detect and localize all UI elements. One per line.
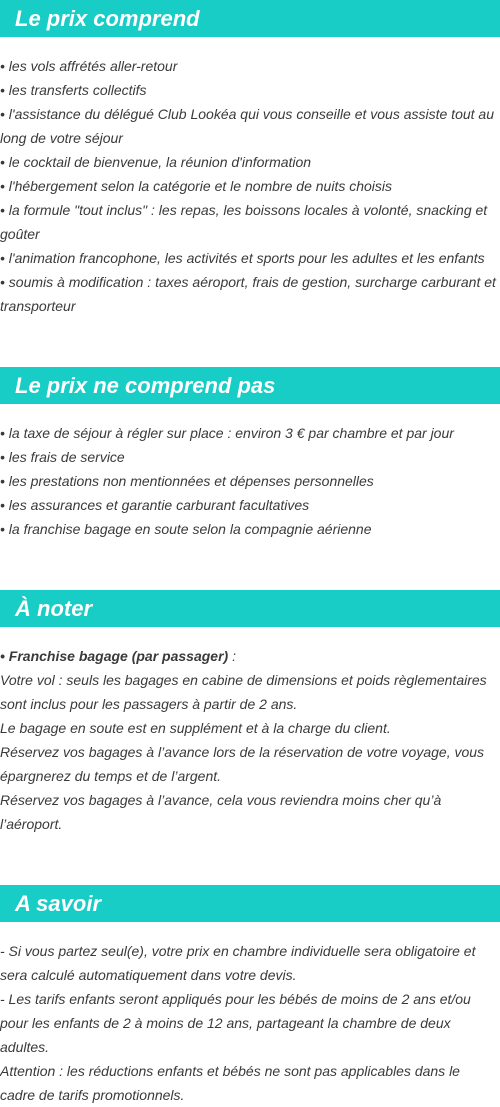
list-item: • les assurances et garantie carburant facultatives bbox=[0, 497, 310, 513]
section-not-included bbox=[0, 367, 500, 541]
list-item: • le cocktail de bienvenue, la réunion d'information bbox=[0, 154, 312, 170]
list-item bbox=[0, 644, 498, 668]
list-item: • les prestations non mentionnées et dépenses personnelles bbox=[0, 473, 374, 489]
paragraph: - Si vous partez seul(e), votre prix en chambre individuelle sera obligatoire et sera calculé automatiquement dans votre devis. bbox=[0, 943, 476, 983]
list-item: • les transferts collectifs bbox=[0, 82, 147, 98]
section-title: A savoir bbox=[0, 885, 500, 922]
list-item: • l'assistance du délégué Club Lookéa qui vous conseille et vous assiste tout au long de votre séjour bbox=[0, 106, 494, 146]
list-item: • la formule "tout inclus" : les repas, les boissons locales à volonté, snacking et goûter bbox=[0, 202, 488, 242]
section-content bbox=[0, 644, 500, 836]
bold-lead: • Franchise bagage (par passager) bbox=[0, 648, 229, 664]
section-content bbox=[0, 54, 500, 318]
section-title: À noter bbox=[0, 590, 500, 627]
list-item: • l'hébergement selon la catégorie et le nombre de nuits choisis bbox=[0, 178, 393, 194]
list-item: • les vols affrétés aller-retour bbox=[0, 58, 178, 74]
paragraph: Attention : les réductions enfants et bébés ne sont pas applicables dans le cadre de tarifs promotionnels. bbox=[0, 1063, 460, 1103]
section-content bbox=[0, 421, 500, 541]
paragraph: Le bagage en soute est en supplément et à la charge du client. bbox=[0, 720, 391, 736]
section-notes bbox=[0, 590, 500, 836]
paragraph: Réservez vos bagages à l’avance, cela vous reviendra moins cher qu’à l’aéroport. bbox=[0, 792, 442, 832]
section-title: Le prix ne comprend pas bbox=[0, 367, 500, 404]
paragraph: - Les tarifs enfants seront appliqués pour les bébés de moins de 2 ans et/ou pour les enfants de 2 à moins de 12 ans, partageant la chambre de deux adultes. bbox=[0, 991, 471, 1055]
list-item: • la franchise bagage en soute selon la compagnie aérienne bbox=[0, 521, 372, 537]
list-item: • l'animation francophone, les activités et sports pour les adultes et les enfants bbox=[0, 250, 485, 266]
bold-lead-suffix: : bbox=[228, 648, 236, 664]
paragraph: Votre vol : seuls les bagages en cabine de dimensions et poids règlementaires sont inclus pour les passagers à partir de 2 ans. bbox=[0, 672, 487, 712]
list-item: • la taxe de séjour à régler sur place : environ 3 € par chambre et par jour bbox=[0, 425, 454, 441]
section-included bbox=[0, 0, 500, 318]
section-good-to-know bbox=[0, 885, 500, 1107]
paragraph: Réservez vos bagages à l’avance lors de la réservation de votre voyage, vous épargnerez du temps et de l’argent. bbox=[0, 744, 485, 784]
section-title: Le prix comprend bbox=[0, 0, 500, 37]
list-item: • les frais de service bbox=[0, 449, 125, 465]
list-item: • soumis à modification : taxes aéroport, frais de gestion, surcharge carburant et transporteur bbox=[0, 274, 496, 314]
